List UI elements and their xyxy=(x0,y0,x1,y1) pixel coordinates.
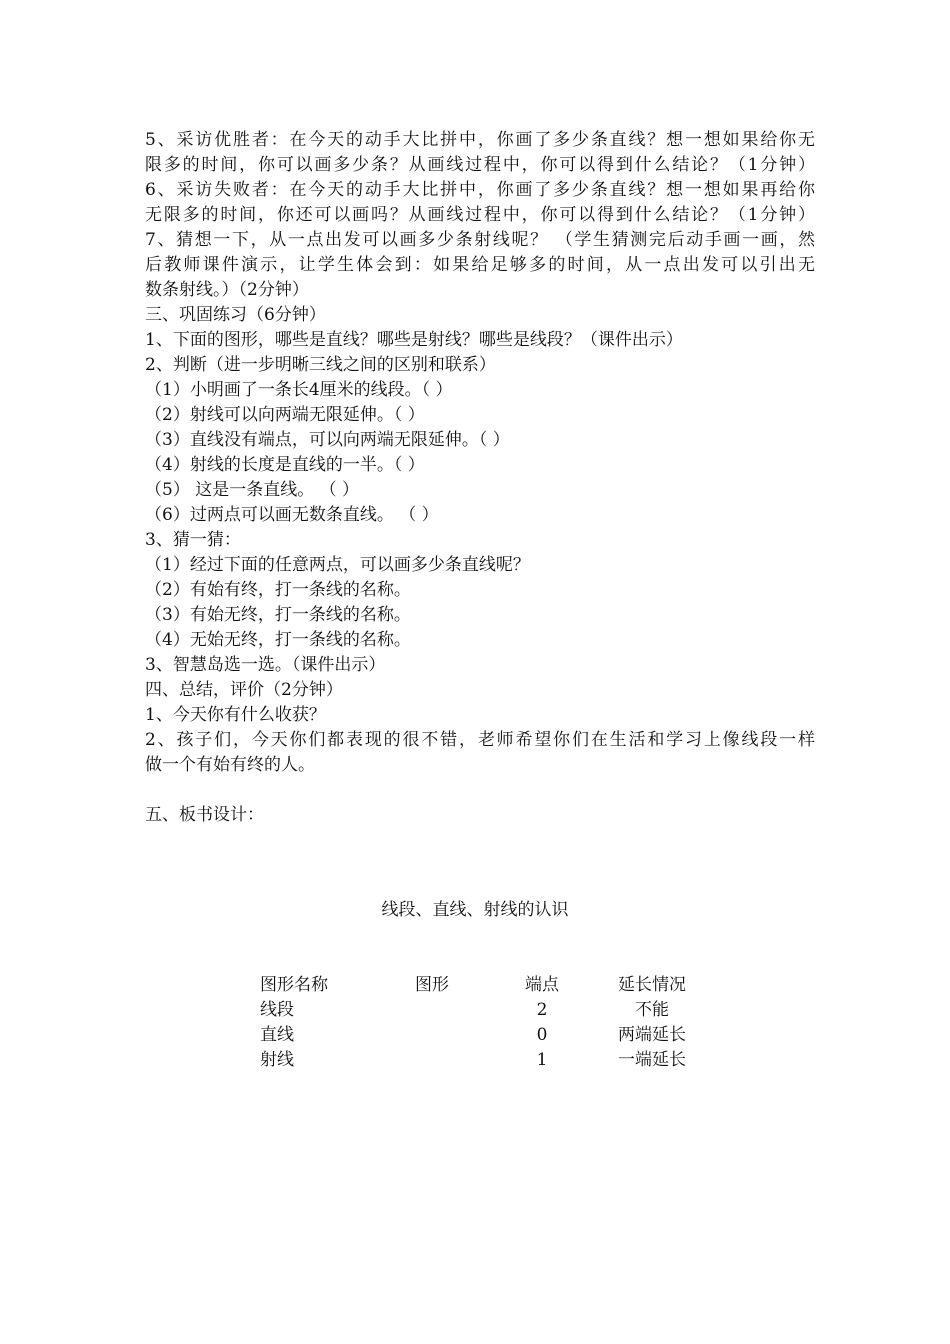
table-cell-extension: 两端延长 xyxy=(618,1025,686,1045)
paragraph-line: 无限多的时间，你还可以画吗？从画线过程中，你可以得到什么结论？（1分钟） xyxy=(145,205,815,225)
table-cell-extension: 一端延长 xyxy=(618,1050,686,1070)
table-header: 端点 xyxy=(525,975,559,995)
riddle-item: （3）有始无终，打一条线的名称。 xyxy=(145,605,411,625)
judgment-item: （2）射线可以向两端无限延伸。（ ） xyxy=(145,405,425,425)
paragraph-line: 数条射线。）（2分钟） xyxy=(145,280,309,300)
paragraph-line: 1、今天你有什么收获？ xyxy=(145,705,326,725)
paragraph-line: 2、孩子们，今天你们都表现的很不错，老师希望你们在生活和学习上像线段一样 xyxy=(145,730,815,750)
table-cell-extension: 不能 xyxy=(635,1000,669,1020)
table-cell-name: 线段 xyxy=(260,1000,294,1020)
riddle-item: （1）经过下面的任意两点，可以画多少条直线呢？ xyxy=(145,555,530,575)
table-cell-name: 直线 xyxy=(260,1025,294,1045)
paragraph-line: 限多的时间，你可以画多少条？从画线过程中，你可以得到什么结论？（1分钟） xyxy=(145,155,815,175)
judgment-item: （6）过两点可以画无数条直线。 （ ） xyxy=(145,505,439,525)
judgment-item: （5） 这是一条直线。 （ ） xyxy=(145,480,360,500)
table-cell-name: 射线 xyxy=(260,1050,294,1070)
paragraph-line: 1、下面的图形，哪些是直线？哪些是射线？哪些是线段？（课件出示） xyxy=(145,330,683,350)
table-header: 图形 xyxy=(415,975,449,995)
section-heading: 五、板书设计： xyxy=(145,805,264,825)
paragraph-line: 5、采访优胜者：在今天的动手大比拼中，你画了多少条直线？想一想如果给你无 xyxy=(145,130,815,150)
table-header: 图形名称 xyxy=(260,975,328,995)
judgment-item: （1）小明画了一条长4厘米的线段。（ ） xyxy=(145,380,453,400)
judgment-item: （3）直线没有端点，可以向两端无限延伸。（ ） xyxy=(145,430,510,450)
paragraph-line: 做一个有始有终的人。 xyxy=(145,755,315,775)
table-cell-endpoints: 2 xyxy=(536,1000,548,1020)
paragraph-line: 2、判断（进一步明晰三线之间的区别和联系） xyxy=(145,355,496,375)
section-heading: 四、总结，评价（2分钟） xyxy=(145,680,343,700)
riddle-item: （4）无始无终，打一条线的名称。 xyxy=(145,630,411,650)
table-cell-endpoints: 0 xyxy=(536,1025,548,1045)
paragraph-line: 后教师课件演示，让学生体会到：如果给足够多的时间，从一点出发可以引出无 xyxy=(145,255,815,275)
paragraph-line: 6、采访失败者：在今天的动手大比拼中，你画了多少条直线？想一想如果再给你 xyxy=(145,180,815,200)
table-cell-endpoints: 1 xyxy=(536,1050,548,1070)
judgment-item: （4）射线的长度是直线的一半。（ ） xyxy=(145,455,425,475)
table-header: 延长情况 xyxy=(618,975,686,995)
paragraph-line: 7、猜想一下，从一点出发可以画多少条射线呢？ （学生猜测完后动手画一画，然 xyxy=(145,230,815,250)
board-title: 线段、直线、射线的认识 xyxy=(381,900,569,920)
section-heading: 三、巩固练习（6分钟） xyxy=(145,305,326,325)
riddle-item: （2）有始有终，打一条线的名称。 xyxy=(145,580,411,600)
paragraph-line: 3、猜一猜： xyxy=(145,530,241,550)
paragraph-line: 3、智慧岛选一选。（课件出示） xyxy=(145,655,386,675)
